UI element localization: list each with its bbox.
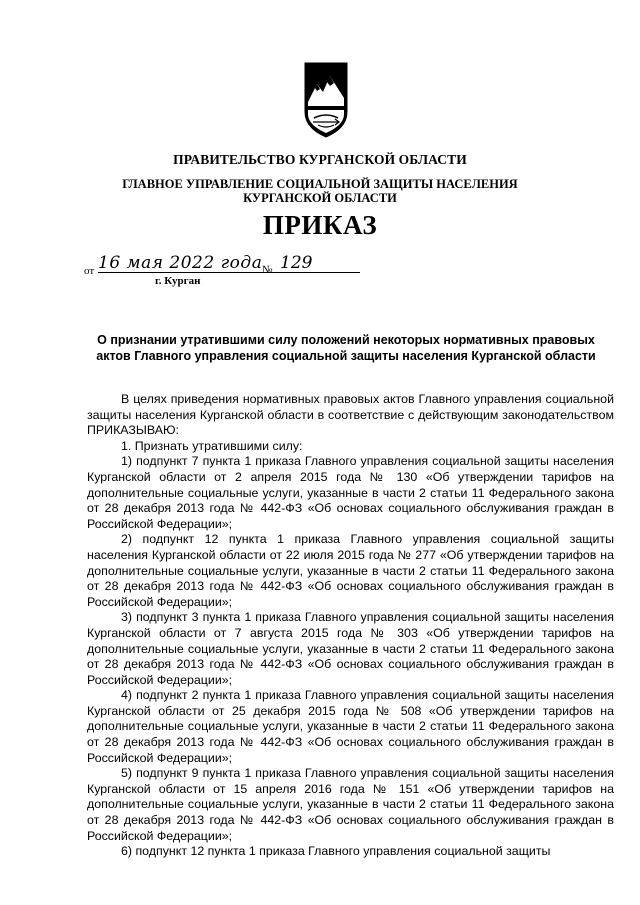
- department-name-line2: КУРГАНСКОЙ ОБЛАСТИ: [243, 191, 397, 205]
- order-title: [76, 332, 616, 364]
- order-title-line1: О признании утратившими силу положений некоторых нормативных правовых: [97, 333, 595, 347]
- subclause-1-paragraph: 1) подпункт 7 пункта 1 приказа Главного управления социальной защиты населения Курганской области от 2 апреля 2015 года № 130 «Об утверждении тарифов на дополнительные социальные услуги, указанные в части 2 статьи 11 Федерального закона от 28 декабря 2013 года № 442-ФЗ «Об основах социального обслуживания граждан в Российской Федерации»;: [87, 454, 614, 531]
- coat-of-arms-icon: [304, 62, 348, 138]
- date-prefix: от: [84, 265, 95, 277]
- subclause-5-paragraph: 5) подпункт 9 пункта 1 приказа Главного управления социальной защиты населения Курганской области от 15 апреля 2016 года № 151 «Об утверждении тарифов на дополнительные социальные услуги, указанные в части 2 статьи 11 Федерального закона от 28 декабря 2013 года № 442-ФЗ «Об основах социального обслуживания граждан в Российской Федерации»;: [87, 766, 614, 843]
- order-body: [87, 392, 614, 860]
- subclause-6-paragraph: 6) подпункт 12 пункта 1 приказа Главного управления социальной защиты: [121, 844, 551, 859]
- preamble-paragraph: В целях приведения нормативных правовых актов Главного управления социальной защиты населения Курганской области в соответствие с действующим законодательством ПРИКАЗЫВАЮ:: [87, 392, 614, 438]
- order-title-line2: актов Главного управления социальной защиты населения Курганской области: [96, 349, 596, 363]
- department-name-line1: ГЛАВНОЕ УПРАВЛЕНИЕ СОЦИАЛЬНОЙ ЗАЩИТЫ НАСЕЛЕНИЯ: [122, 177, 518, 191]
- handwritten-date: 16 мая 2022 года: [98, 254, 360, 273]
- subclause-3-paragraph: 3) подпункт 3 пункта 1 приказа Главного управления социальной защиты населения Курганской области от 7 августа 2015 года № 303 «Об утверждении тарифов на дополнительные социальные услуги, указанные в части 2 статьи 11 Федерального закона от 28 декабря 2013 года № 442-ФЗ «Об основах социального обслуживания граждан в Российской Федерации»;: [87, 610, 614, 687]
- subclause-4-paragraph: 4) подпункт 2 пункта 1 приказа Главного управления социальной защиты населения Курганской области от 25 декабря 2015 года № 508 «Об утверждении тарифов на дополнительные социальные услуги, указанные в части 2 статьи 11 Федерального закона от 28 декабря 2013 года № 442-ФЗ «Об основах социального обслуживания граждан в Российской Федерации»;: [87, 688, 614, 765]
- government-name: ПРАВИТЕЛЬСТВО КУРГАНСКОЙ ОБЛАСТИ: [173, 152, 467, 167]
- city-label: г. Курган: [155, 275, 201, 287]
- clause-1-paragraph: 1. Признать утратившими силу:: [121, 438, 303, 453]
- document-type-title: ПРИКАЗ: [262, 210, 378, 240]
- subclause-2-paragraph: 2) подпункт 12 пункта 1 приказа Главного управления социальной защиты населения Курганской области от 22 июля 2015 года № 277 «Об утверждении тарифов на дополнительные социальные услуги, указанные в части 2 статьи 11 Федерального закона от 28 декабря 2013 года № 442-ФЗ «Об основах социального обслуживания граждан в Российской Федерации»;: [87, 532, 614, 609]
- handwritten-number: 129: [280, 254, 334, 273]
- number-prefix: №: [262, 264, 273, 276]
- date-number-line: [84, 253, 384, 280]
